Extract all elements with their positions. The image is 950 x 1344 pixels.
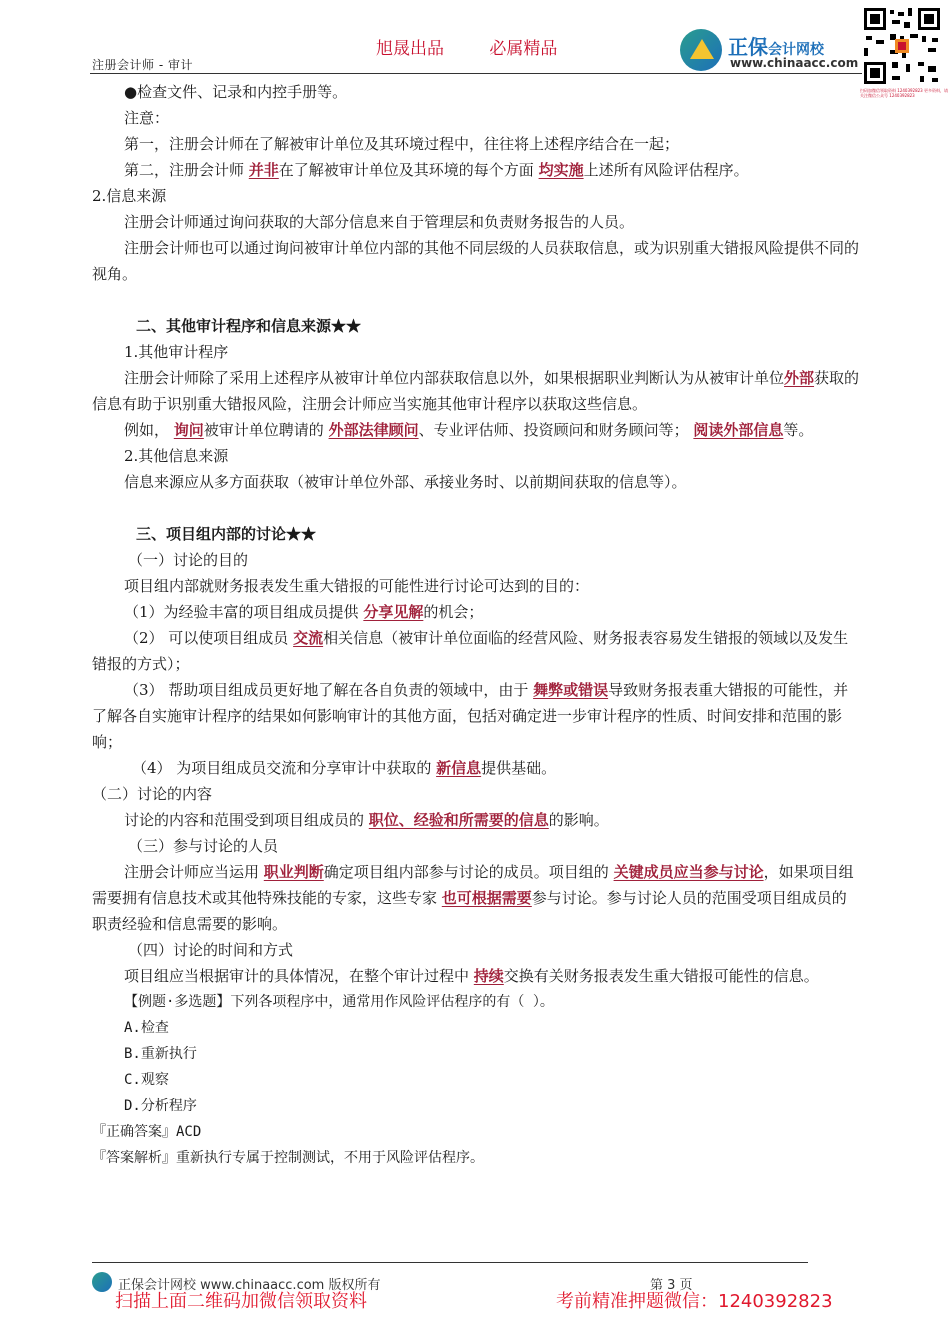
highlight: 关键成员应当参与讨论 [613,863,764,881]
subheading: （二）讨论的内容 [92,785,213,803]
option-c: C.观察 [124,1072,169,1088]
subheading: （一）讨论的目的 [128,551,249,569]
correct-answer: 『正确答案』ACD [92,1124,202,1140]
highlight: 并非 [248,161,279,179]
header-divider [90,73,862,74]
highlight: 均实施 [538,161,584,179]
highlight: 也可根据需要 [441,889,532,907]
subheading: 2.信息来源 [92,187,167,205]
answer-explanation: 『答案解析』重新执行专属于控制测试，不用于风险评估程序。 [92,1150,484,1166]
highlight: 持续 [473,967,504,985]
example-question: 【例题·多选题】下列各项程序中，通常用作风险评估程序的有（ ）。 [124,994,554,1010]
highlight: 职业判断 [263,863,324,881]
document-body [92,79,860,1171]
logo-name: 正保会计网校 [728,35,824,59]
paragraph: 项目组应当根据审计的具体情况，在整个审计过程中 持续交换有关财务报表发生重大错报可能性的信息。 [124,967,819,985]
page-number: 第 3 页 [650,1278,693,1293]
paragraph: 项目组内部就财务报表发生重大错报的可能性进行讨论可达到的目的： [124,577,590,595]
paragraph: 信息来源应从多方面获取（被审计单位外部、承接业务时、以前期间获取的信息等）。 [124,473,687,491]
section-heading: 二、其他审计程序和信息来源★★ [136,317,362,335]
footer-logo-icon [92,1272,112,1292]
subheading: （四）讨论的时间和方式 [128,941,294,959]
list-item: （3） 帮助项目组成员更好地了解在各自负责的领域中，由于 舞弊或错误导致财务报表重大错报的可能性，并了解各自实施审计程序的结果如何影响审计的其他方面，包括对确定进一步审计程序的性质、时间安排和范围的影响； [92,681,849,751]
subheading: 1.其他审计程序 [124,343,229,361]
paragraph: ●检查文件、记录和内控手册等。 [124,83,348,101]
qr-code-icon [862,6,942,86]
highlight: 阅读外部信息 [693,421,784,439]
slogan-right: 必属精品 [489,39,558,59]
list-item: （1）为经验丰富的项目组成员提供 分享见解的机会； [124,603,484,621]
section-heading: 三、项目组内部的讨论★★ [136,525,317,543]
chinaacc-logo[interactable] [680,27,860,73]
promo-right: 考前精准押题微信：1240392823 [556,1291,833,1312]
option-d: D.分析程序 [124,1098,197,1114]
subheading: （三）参与讨论的人员 [128,837,279,855]
promo-left: 扫描上面二维码加微信领取资料 [115,1291,367,1312]
paragraph: 讨论的内容和范围受到项目组成员的 职位、经验和所需要的信息的影响。 [124,811,609,829]
logo-url: www.chinaacc.com [730,56,859,70]
paragraph: 第二，注册会计师 并非在了解被审计单位及其环境的每个方面 均实施上述所有风险评估程序。 [124,161,749,179]
footer-divider [92,1262,808,1263]
list-item: （2） 可以使项目组成员 交流相关信息（被审计单位面临的经营风险、财务报表容易发生错报的领域以及发生错报的方式）； [92,629,849,673]
list-item: （4） 为项目组成员交流和分享审计中获取的 新信息提供基础。 [132,759,557,777]
highlight: 外部法律顾问 [328,421,419,439]
paragraph: 第一，注册会计师在了解被审计单位及其环境过程中，往往将上述程序结合在一起； [124,135,680,153]
highlight: 外部 [784,369,815,387]
option-b: B.重新执行 [124,1046,197,1062]
subject-label: 注册会计师 - 审计 [92,58,193,72]
highlight: 询问 [173,421,204,439]
qr-caption: 扫码加微信领取资料 1240392823 更多资料，请关注微信公众号 1240392823 [860,88,948,98]
logo-emblem-icon [680,29,722,71]
paragraph: 注册会计师应当运用 职业判断确定项目组内部参与讨论的成员。项目组的 关键成员应当参与讨论，如果项目组需要拥有信息技术或其他特殊技能的专家，这些专家 也可根据需要参与讨论。参与讨论人员的范围受项目组成员的职责经验和信息需要的影响。 [92,863,854,933]
paragraph: 注册会计师通过询问获取的大部分信息来自于管理层和负责财务报告的人员。 [124,213,635,231]
highlight: 交流 [293,629,324,647]
subheading: 2.其他信息来源 [124,447,229,465]
slogan-left: 旭晟出品 [376,39,444,59]
paragraph: 注册会计师除了采用上述程序从被审计单位内部获取信息以外，如果根据职业判断认为从被审计单位外部获取的信息有助于识别重大错报风险，注册会计师应当实施其他审计程序以获取这些信息。 [92,369,860,413]
highlight: 舞弊或错误 [533,681,609,699]
highlight: 新信息 [436,759,482,777]
header-slogans [376,34,597,59]
footer-copyright: 正保会计网校 www.chinaacc.com 版权所有 [118,1278,381,1293]
highlight: 职位、经验和所需要的信息 [368,811,549,829]
option-a: A.检查 [124,1020,169,1036]
paragraph: 注意： [124,109,170,127]
paragraph: 注册会计师也可以通过询问被审计单位内部的其他不同层级的人员获取信息，或为识别重大错报风险提供不同的视角。 [92,239,860,283]
paragraph: 例如， 询问被审计单位聘请的 外部法律顾问、专业评估师、投资顾问和财务顾问等； 阅读外部信息等。 [124,421,814,439]
highlight: 分享见解 [363,603,424,621]
